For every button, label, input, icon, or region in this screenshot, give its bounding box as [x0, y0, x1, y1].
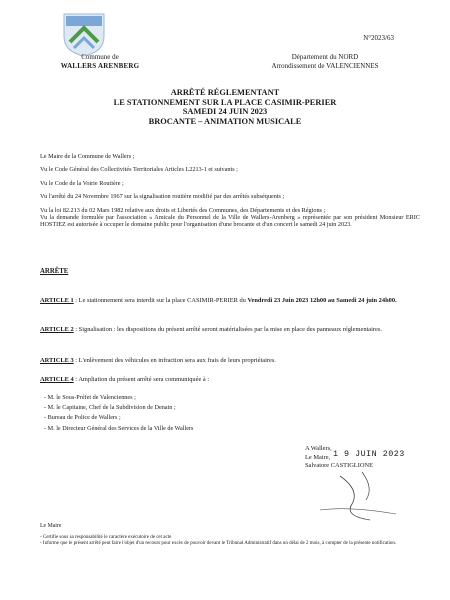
date-stamp: 1 9 JUIN 2023 — [333, 449, 405, 459]
signature-name: Salvatore CASTIGLIONE — [305, 462, 373, 470]
commune-name: WALLERS ARENBERG — [60, 62, 140, 70]
preamble — [40, 153, 420, 235]
title-line-1: ARRÊTÉ RÉGLEMENTANT — [170, 88, 280, 97]
preamble-mayor: Le Maire de la Commune de Wallers ; — [40, 153, 135, 160]
article-4-text: : Ampliation du présent arrêté sera communiquée à : — [73, 376, 210, 383]
list-item: - Bureau de Police de Wallers ; — [44, 414, 121, 422]
article-2-label: ARTICLE 2 — [40, 326, 74, 333]
footer-label: Le Maire — [40, 523, 62, 529]
footer-note-2: - Informe que le présent arrêté peut faire l'objet d'un recours pour excès de pouvoir devant le Tribunal Administratif dans un délai de 2 mois, à compter de la présente notification. — [40, 541, 397, 547]
footer-notes — [40, 535, 420, 547]
preamble-voirie: Vu le Code de la Voirie Routière ; — [40, 179, 124, 187]
signature-place: A Wallers, — [305, 445, 332, 452]
list-item: - M. le Directeur Général des Services de la Ville de Wallers — [44, 424, 194, 432]
preamble-loi-1982: Vu la loi 82.213 du 02 Mars 1982 relative aux droits et Libertés des Communes, des Départements et des Régions ; — [40, 206, 326, 214]
list-item: - M. le Capitaine, Chef de la Subdivision de Denain ; — [44, 404, 176, 412]
article-1-dates: Vendredi 23 Juin 2023 12h00 au Samedi 24 juin 24h00. — [247, 297, 397, 304]
preamble-demande: Vu la demande formulée par l'association « Amicale du Personnel de la Ville de Wallers-Arenberg » représentée par son président Monsieur ERIC HOSTIEZ est autorisée à occuper le domaine public pour l'organisation d'une brocante et d'un concert le samedi 24 juin 2023. — [40, 214, 420, 229]
commune-header — [40, 53, 160, 71]
article-3-text: : L'enlèvement des véhicules en infraction sera aux frais de leurs propriétaires. — [73, 357, 276, 364]
arrete-heading: ARRÊTE — [40, 268, 69, 275]
preamble-arrete-1967: Vu l'arrêté du 24 Novembre 1967 sur la signalisation routière modifié par des arrêtés subséquents ; — [40, 193, 285, 201]
title-line-3: SAMEDI 24 JUIN 2023 — [182, 107, 268, 117]
article-3 — [40, 357, 420, 365]
title-line-4: BROCANTE – ANIMATION MUSICALE — [148, 116, 302, 126]
article-2-text: : Signalisation : les dispositions du présent arrêté seront matérialisées par la mise en place des panneaux réglementaires. — [73, 326, 382, 333]
department-header — [250, 53, 400, 71]
article-4-label: ARTICLE 4 — [40, 376, 74, 383]
article-1-text: : Le stationnement sera interdit sur la place CASIMIR-PERIER du — [73, 297, 248, 304]
recipients-list — [44, 393, 193, 434]
article-1 — [40, 297, 420, 305]
list-item: - M. le Sous-Préfet de Valenciennes ; — [44, 394, 136, 401]
signature-maire-label: Le Maire, — [305, 453, 331, 461]
commune-label: Commune de — [81, 53, 119, 61]
article-3-label: ARTICLE 3 — [40, 357, 74, 364]
footer-note-1: - Certifie sous sa responsabilité le caractère exécutoire de cet acte — [40, 535, 172, 540]
arrondissement-label: Arrondissement de VALENCIENNES — [271, 62, 379, 70]
document-reference-number: N°2023/63 — [363, 34, 394, 42]
preamble-cgct: Vu le Code Général des Collectivités Territoriales Articles L2213-1 et suivants ; — [40, 166, 238, 174]
article-4 — [40, 376, 420, 384]
handwritten-signature — [300, 470, 410, 530]
document-title — [40, 88, 410, 126]
article-2 — [40, 326, 420, 334]
department-label: Département du NORD — [291, 53, 359, 61]
city-crest-logo — [62, 12, 106, 58]
title-line-2: LE STATIONNEMENT SUR LA PLACE CASIMIR-PERIER — [113, 97, 337, 107]
article-1-label: ARTICLE 1 — [40, 297, 74, 304]
